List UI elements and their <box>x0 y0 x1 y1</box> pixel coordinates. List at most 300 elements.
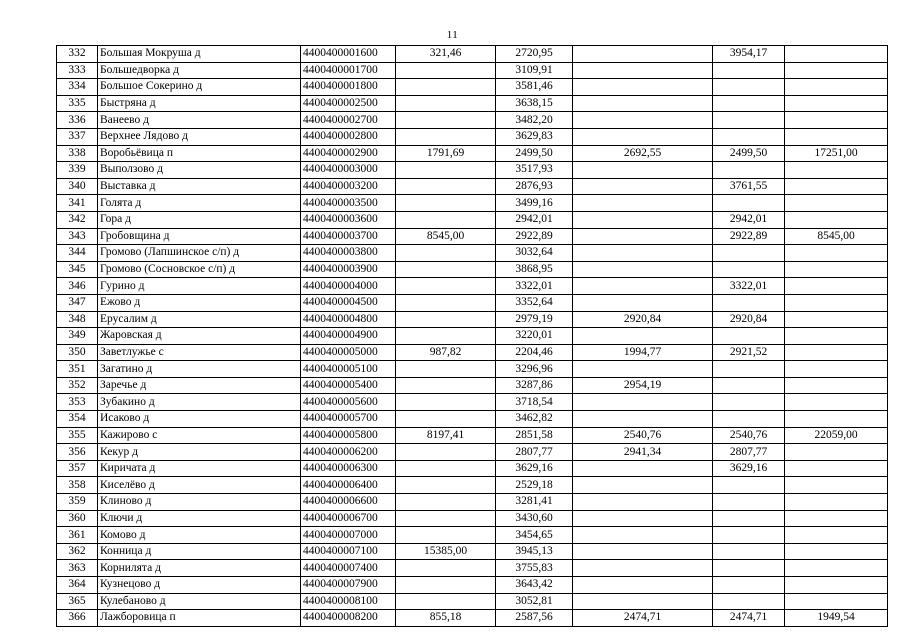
settlement-name-cell: Комово д <box>98 527 301 544</box>
oktmo-code-cell: 4400400005600 <box>301 394 396 411</box>
settlement-name-cell: Лажборовица п <box>98 610 301 627</box>
value-col-1-cell <box>396 328 496 345</box>
value-col-2-cell: 3032,64 <box>496 245 573 262</box>
value-col-3-cell <box>573 261 713 278</box>
value-col-1-cell <box>396 460 496 477</box>
value-col-3-cell <box>573 328 713 345</box>
value-col-1-cell <box>396 494 496 511</box>
value-col-3-cell <box>573 510 713 527</box>
value-col-5-cell <box>785 560 888 577</box>
value-col-5-cell <box>785 46 888 63</box>
value-col-1-cell <box>396 394 496 411</box>
oktmo-code-cell: 4400400008200 <box>301 610 396 627</box>
value-col-3-cell <box>573 178 713 195</box>
table-row <box>57 294 888 311</box>
value-col-3-cell <box>573 128 713 145</box>
row-number-cell: 344 <box>57 245 98 262</box>
value-col-2-cell: 3868,95 <box>496 261 573 278</box>
oktmo-code-cell: 4400400003500 <box>301 195 396 212</box>
value-col-3-cell <box>573 95 713 112</box>
value-col-3-cell <box>573 494 713 511</box>
value-col-3-cell: 2920,84 <box>573 311 713 328</box>
value-col-2-cell: 3352,64 <box>496 294 573 311</box>
settlement-name-cell: Ежово д <box>98 294 301 311</box>
table-row <box>57 427 888 444</box>
value-col-2-cell: 3322,01 <box>496 278 573 295</box>
value-col-1-cell <box>396 560 496 577</box>
value-col-1-cell: 855,18 <box>396 610 496 627</box>
settlements-table <box>56 45 888 627</box>
value-col-4-cell <box>713 95 785 112</box>
value-col-3-cell <box>573 543 713 560</box>
value-col-1-cell <box>396 178 496 195</box>
value-col-4-cell <box>713 195 785 212</box>
row-number-cell: 356 <box>57 444 98 461</box>
value-col-3-cell <box>573 228 713 245</box>
table-row <box>57 560 888 577</box>
value-col-4-cell <box>713 477 785 494</box>
value-col-1-cell <box>396 294 496 311</box>
value-col-2-cell: 3296,96 <box>496 361 573 378</box>
value-col-4-cell <box>713 328 785 345</box>
value-col-2-cell: 3629,83 <box>496 128 573 145</box>
value-col-4-cell <box>713 593 785 610</box>
row-number-cell: 360 <box>57 510 98 527</box>
value-col-4-cell: 3629,16 <box>713 460 785 477</box>
value-col-5-cell <box>785 245 888 262</box>
row-number-cell: 358 <box>57 477 98 494</box>
value-col-3-cell <box>573 394 713 411</box>
oktmo-code-cell: 4400400003000 <box>301 162 396 179</box>
value-col-2-cell: 2922,89 <box>496 228 573 245</box>
value-col-2-cell: 2204,46 <box>496 344 573 361</box>
row-number-cell: 335 <box>57 95 98 112</box>
row-number-cell: 337 <box>57 128 98 145</box>
row-number-cell: 365 <box>57 593 98 610</box>
settlement-name-cell: Исаково д <box>98 411 301 428</box>
oktmo-code-cell: 4400400003900 <box>301 261 396 278</box>
row-number-cell: 346 <box>57 278 98 295</box>
row-number-cell: 354 <box>57 411 98 428</box>
value-col-4-cell <box>713 261 785 278</box>
value-col-1-cell <box>396 444 496 461</box>
value-col-1-cell <box>396 527 496 544</box>
value-col-4-cell <box>713 377 785 394</box>
value-col-3-cell <box>573 593 713 610</box>
row-number-cell: 347 <box>57 294 98 311</box>
row-number-cell: 353 <box>57 394 98 411</box>
value-col-1-cell <box>396 112 496 129</box>
value-col-3-cell <box>573 112 713 129</box>
oktmo-code-cell: 4400400008100 <box>301 593 396 610</box>
table-row <box>57 610 888 627</box>
value-col-3-cell: 2540,76 <box>573 427 713 444</box>
value-col-4-cell <box>713 411 785 428</box>
oktmo-code-cell: 4400400003800 <box>301 245 396 262</box>
value-col-3-cell: 2954,19 <box>573 377 713 394</box>
value-col-5-cell <box>785 128 888 145</box>
oktmo-code-cell: 4400400002500 <box>301 95 396 112</box>
oktmo-code-cell: 4400400006200 <box>301 444 396 461</box>
value-col-4-cell <box>713 294 785 311</box>
value-col-1-cell <box>396 195 496 212</box>
value-col-3-cell <box>573 477 713 494</box>
value-col-3-cell: 1994,77 <box>573 344 713 361</box>
value-col-3-cell <box>573 577 713 594</box>
value-col-1-cell <box>396 245 496 262</box>
value-col-1-cell: 987,82 <box>396 344 496 361</box>
value-col-1-cell <box>396 162 496 179</box>
row-number-cell: 332 <box>57 46 98 63</box>
value-col-3-cell <box>573 46 713 63</box>
table-row <box>57 593 888 610</box>
settlement-name-cell: Гурино д <box>98 278 301 295</box>
value-col-1-cell: 8545,00 <box>396 228 496 245</box>
row-number-cell: 345 <box>57 261 98 278</box>
settlement-name-cell: Гробовщина д <box>98 228 301 245</box>
settlement-name-cell: Кулебаново д <box>98 593 301 610</box>
row-number-cell: 361 <box>57 527 98 544</box>
value-col-3-cell <box>573 560 713 577</box>
value-col-4-cell: 2474,71 <box>713 610 785 627</box>
row-number-cell: 342 <box>57 211 98 228</box>
table-row <box>57 211 888 228</box>
value-col-2-cell: 2529,18 <box>496 477 573 494</box>
oktmo-code-cell: 4400400007400 <box>301 560 396 577</box>
value-col-5-cell <box>785 328 888 345</box>
value-col-2-cell: 3430,60 <box>496 510 573 527</box>
settlement-name-cell: Киселёво д <box>98 477 301 494</box>
settlement-name-cell: Большая Мокруша д <box>98 46 301 63</box>
value-col-4-cell: 2807,77 <box>713 444 785 461</box>
oktmo-code-cell: 4400400005400 <box>301 377 396 394</box>
settlement-name-cell: Ерусалим д <box>98 311 301 328</box>
value-col-2-cell: 3482,20 <box>496 112 573 129</box>
value-col-1-cell <box>396 79 496 96</box>
row-number-cell: 333 <box>57 62 98 79</box>
value-col-2-cell: 3220,01 <box>496 328 573 345</box>
table-row <box>57 577 888 594</box>
value-col-2-cell: 2807,77 <box>496 444 573 461</box>
value-col-4-cell: 3761,55 <box>713 178 785 195</box>
value-col-5-cell <box>785 261 888 278</box>
table-row <box>57 245 888 262</box>
value-col-2-cell: 3454,65 <box>496 527 573 544</box>
value-col-2-cell: 2587,56 <box>496 610 573 627</box>
value-col-2-cell: 3718,54 <box>496 394 573 411</box>
value-col-2-cell: 3281,41 <box>496 494 573 511</box>
value-col-4-cell <box>713 79 785 96</box>
value-col-4-cell: 3322,01 <box>713 278 785 295</box>
table-row <box>57 377 888 394</box>
value-col-1-cell <box>396 593 496 610</box>
value-col-1-cell <box>396 577 496 594</box>
table-row <box>57 228 888 245</box>
value-col-5-cell <box>785 294 888 311</box>
settlement-name-cell: Корнилята д <box>98 560 301 577</box>
oktmo-code-cell: 4400400006600 <box>301 494 396 511</box>
settlement-name-cell: Выставка д <box>98 178 301 195</box>
settlement-name-cell: Воробьёвица п <box>98 145 301 162</box>
value-col-5-cell <box>785 62 888 79</box>
table-row <box>57 411 888 428</box>
row-number-cell: 348 <box>57 311 98 328</box>
value-col-1-cell: 321,46 <box>396 46 496 63</box>
value-col-1-cell <box>396 261 496 278</box>
value-col-4-cell: 3954,17 <box>713 46 785 63</box>
value-col-5-cell <box>785 394 888 411</box>
value-col-2-cell: 2942,01 <box>496 211 573 228</box>
value-col-4-cell <box>713 128 785 145</box>
value-col-5-cell: 8545,00 <box>785 228 888 245</box>
value-col-3-cell <box>573 411 713 428</box>
table-row <box>57 145 888 162</box>
value-col-1-cell <box>396 377 496 394</box>
settlement-name-cell: Кузнецово д <box>98 577 301 594</box>
oktmo-code-cell: 4400400001800 <box>301 79 396 96</box>
value-col-4-cell <box>713 112 785 129</box>
value-col-4-cell <box>713 527 785 544</box>
value-col-2-cell: 2499,50 <box>496 145 573 162</box>
value-col-1-cell <box>396 128 496 145</box>
row-number-cell: 343 <box>57 228 98 245</box>
value-col-5-cell <box>785 444 888 461</box>
row-number-cell: 359 <box>57 494 98 511</box>
table-row <box>57 62 888 79</box>
value-col-3-cell: 2474,71 <box>573 610 713 627</box>
settlement-name-cell: Зубакино д <box>98 394 301 411</box>
oktmo-code-cell: 4400400007000 <box>301 527 396 544</box>
value-col-4-cell <box>713 361 785 378</box>
row-number-cell: 363 <box>57 560 98 577</box>
settlement-name-cell: Заветлужье с <box>98 344 301 361</box>
value-col-2-cell: 3581,46 <box>496 79 573 96</box>
settlement-name-cell: Быстряна д <box>98 95 301 112</box>
table-row <box>57 195 888 212</box>
value-col-4-cell <box>713 560 785 577</box>
row-number-cell: 366 <box>57 610 98 627</box>
oktmo-code-cell: 4400400001700 <box>301 62 396 79</box>
oktmo-code-cell: 4400400005800 <box>301 427 396 444</box>
value-col-1-cell <box>396 311 496 328</box>
table-row <box>57 477 888 494</box>
value-col-1-cell: 1791,69 <box>396 145 496 162</box>
value-col-5-cell <box>785 593 888 610</box>
value-col-4-cell: 2921,52 <box>713 344 785 361</box>
table-row <box>57 344 888 361</box>
value-col-5-cell <box>785 211 888 228</box>
value-col-3-cell <box>573 79 713 96</box>
value-col-1-cell: 15385,00 <box>396 543 496 560</box>
table-row <box>57 162 888 179</box>
value-col-5-cell <box>785 79 888 96</box>
value-col-3-cell <box>573 460 713 477</box>
value-col-2-cell: 3755,83 <box>496 560 573 577</box>
oktmo-code-cell: 4400400006700 <box>301 510 396 527</box>
value-col-5-cell: 17251,00 <box>785 145 888 162</box>
value-col-4-cell <box>713 543 785 560</box>
row-number-cell: 339 <box>57 162 98 179</box>
value-col-5-cell <box>785 527 888 544</box>
value-col-4-cell: 2920,84 <box>713 311 785 328</box>
value-col-1-cell <box>396 361 496 378</box>
value-col-4-cell <box>713 577 785 594</box>
value-col-1-cell <box>396 477 496 494</box>
oktmo-code-cell: 4400400005000 <box>301 344 396 361</box>
value-col-5-cell <box>785 95 888 112</box>
value-col-4-cell <box>713 162 785 179</box>
oktmo-code-cell: 4400400004800 <box>301 311 396 328</box>
value-col-4-cell <box>713 245 785 262</box>
value-col-5-cell <box>785 477 888 494</box>
settlement-name-cell: Большедворка д <box>98 62 301 79</box>
table-row <box>57 527 888 544</box>
table-row <box>57 444 888 461</box>
table-body <box>57 46 888 627</box>
value-col-2-cell: 3945,13 <box>496 543 573 560</box>
value-col-2-cell: 3629,16 <box>496 460 573 477</box>
value-col-5-cell: 22059,00 <box>785 427 888 444</box>
oktmo-code-cell: 4400400002900 <box>301 145 396 162</box>
value-col-5-cell <box>785 162 888 179</box>
value-col-4-cell <box>713 62 785 79</box>
value-col-5-cell <box>785 377 888 394</box>
row-number-cell: 364 <box>57 577 98 594</box>
value-col-4-cell <box>713 394 785 411</box>
page-number: 11 <box>446 29 459 41</box>
oktmo-code-cell: 4400400004900 <box>301 328 396 345</box>
oktmo-code-cell: 4400400003600 <box>301 211 396 228</box>
value-col-2-cell: 3109,91 <box>496 62 573 79</box>
table-row <box>57 510 888 527</box>
value-col-2-cell: 2851,58 <box>496 427 573 444</box>
row-number-cell: 352 <box>57 377 98 394</box>
settlement-name-cell: Клиново д <box>98 494 301 511</box>
table-row <box>57 261 888 278</box>
table-row <box>57 128 888 145</box>
value-col-2-cell: 3517,93 <box>496 162 573 179</box>
value-col-5-cell: 1949,54 <box>785 610 888 627</box>
value-col-5-cell <box>785 577 888 594</box>
table-row <box>57 460 888 477</box>
value-col-5-cell <box>785 178 888 195</box>
table-row <box>57 494 888 511</box>
value-col-2-cell: 2876,93 <box>496 178 573 195</box>
oktmo-code-cell: 4400400002700 <box>301 112 396 129</box>
value-col-3-cell <box>573 211 713 228</box>
value-col-5-cell <box>785 411 888 428</box>
value-col-5-cell <box>785 278 888 295</box>
value-col-3-cell <box>573 294 713 311</box>
row-number-cell: 350 <box>57 344 98 361</box>
oktmo-code-cell: 4400400003700 <box>301 228 396 245</box>
value-col-4-cell: 2942,01 <box>713 211 785 228</box>
value-col-3-cell <box>573 162 713 179</box>
table-row <box>57 79 888 96</box>
value-col-1-cell <box>396 95 496 112</box>
value-col-3-cell <box>573 278 713 295</box>
value-col-4-cell: 2922,89 <box>713 228 785 245</box>
value-col-3-cell <box>573 527 713 544</box>
value-col-3-cell: 2692,55 <box>573 145 713 162</box>
settlement-name-cell: Большое Сокерино д <box>98 79 301 96</box>
value-col-2-cell: 3499,16 <box>496 195 573 212</box>
value-col-3-cell <box>573 361 713 378</box>
settlement-name-cell: Гора д <box>98 211 301 228</box>
oktmo-code-cell: 4400400002800 <box>301 128 396 145</box>
settlement-name-cell: Жаровская д <box>98 328 301 345</box>
value-col-3-cell <box>573 62 713 79</box>
oktmo-code-cell: 4400400003200 <box>301 178 396 195</box>
settlement-name-cell: Ванеево д <box>98 112 301 129</box>
value-col-1-cell <box>396 510 496 527</box>
value-col-5-cell <box>785 195 888 212</box>
settlement-name-cell: Громово (Лапшинское с/п) д <box>98 245 301 262</box>
value-col-5-cell <box>785 361 888 378</box>
row-number-cell: 355 <box>57 427 98 444</box>
oktmo-code-cell: 4400400006400 <box>301 477 396 494</box>
value-col-2-cell: 3462,82 <box>496 411 573 428</box>
value-col-2-cell: 2979,19 <box>496 311 573 328</box>
oktmo-code-cell: 4400400005100 <box>301 361 396 378</box>
settlement-name-cell: Кажирово с <box>98 427 301 444</box>
value-col-1-cell <box>396 62 496 79</box>
value-col-4-cell <box>713 510 785 527</box>
value-col-3-cell <box>573 195 713 212</box>
table-row <box>57 278 888 295</box>
row-number-cell: 357 <box>57 460 98 477</box>
table-row <box>57 178 888 195</box>
value-col-5-cell <box>785 460 888 477</box>
oktmo-code-cell: 4400400004000 <box>301 278 396 295</box>
value-col-5-cell <box>785 112 888 129</box>
row-number-cell: 336 <box>57 112 98 129</box>
settlement-name-cell: Кекур д <box>98 444 301 461</box>
settlement-name-cell: Загатино д <box>98 361 301 378</box>
value-col-2-cell: 2720,95 <box>496 46 573 63</box>
row-number-cell: 338 <box>57 145 98 162</box>
settlement-name-cell: Киричата д <box>98 460 301 477</box>
value-col-1-cell <box>396 411 496 428</box>
settlement-name-cell: Громово (Сосновское с/п) д <box>98 261 301 278</box>
row-number-cell: 341 <box>57 195 98 212</box>
value-col-4-cell: 2540,76 <box>713 427 785 444</box>
value-col-5-cell <box>785 494 888 511</box>
value-col-3-cell: 2941,34 <box>573 444 713 461</box>
settlement-name-cell: Конница д <box>98 543 301 560</box>
oktmo-code-cell: 4400400001600 <box>301 46 396 63</box>
value-col-5-cell <box>785 344 888 361</box>
settlement-name-cell: Заречье д <box>98 377 301 394</box>
table-row <box>57 394 888 411</box>
row-number-cell: 362 <box>57 543 98 560</box>
value-col-5-cell <box>785 543 888 560</box>
value-col-1-cell <box>396 211 496 228</box>
row-number-cell: 351 <box>57 361 98 378</box>
value-col-1-cell <box>396 278 496 295</box>
settlement-name-cell: Выползово д <box>98 162 301 179</box>
value-col-4-cell: 2499,50 <box>713 145 785 162</box>
table-row <box>57 361 888 378</box>
value-col-5-cell <box>785 510 888 527</box>
value-col-1-cell: 8197,41 <box>396 427 496 444</box>
oktmo-code-cell: 4400400004500 <box>301 294 396 311</box>
oktmo-code-cell: 4400400005700 <box>301 411 396 428</box>
oktmo-code-cell: 4400400007100 <box>301 543 396 560</box>
table-row <box>57 46 888 63</box>
row-number-cell: 349 <box>57 328 98 345</box>
value-col-3-cell <box>573 245 713 262</box>
